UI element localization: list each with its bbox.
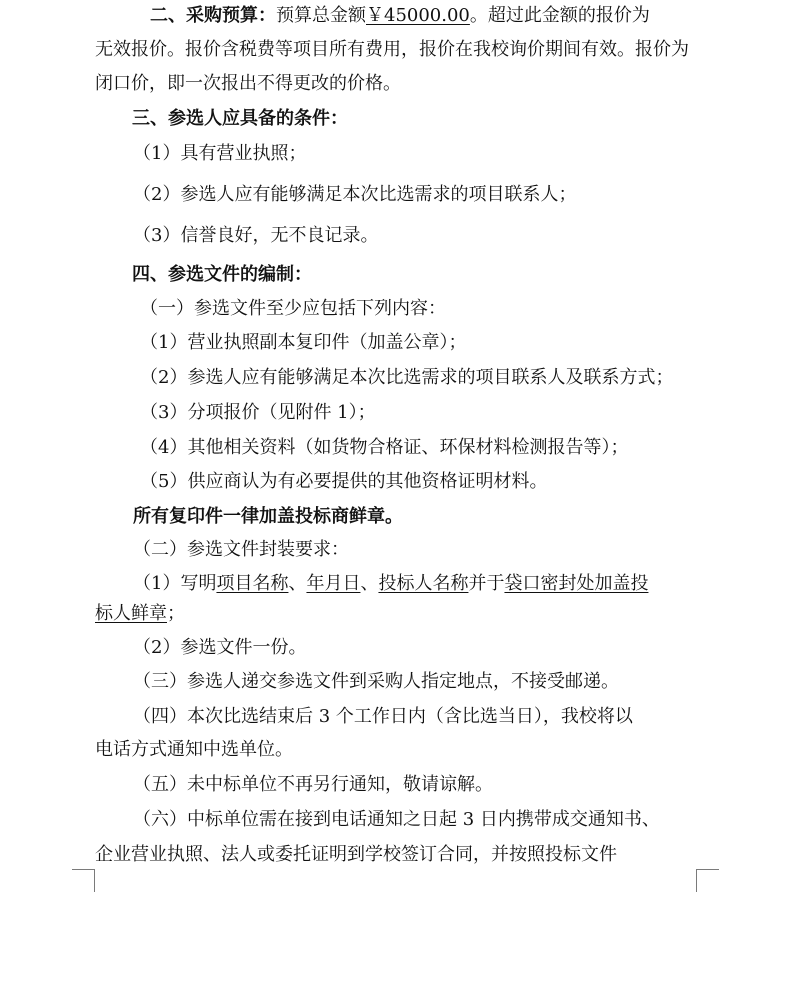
budget-tail: 。超过此金额的报价为 [469, 5, 650, 26]
section-2-heading: 二、采购预算： [150, 5, 276, 26]
section-3-heading: 三、参选人应具备的条件： [132, 108, 348, 129]
underlined-project-name: 项目名称 [216, 573, 289, 594]
list-item: （二）参选文件封装要求： [133, 539, 349, 560]
list-item: （三）参选人递交参选文件到采购人指定地点，不接受邮递。 [133, 671, 619, 692]
list-item: （六）中标单位需在接到电话通知之日起 3 日内携带成交通知书、 [133, 809, 660, 830]
stamp-notice: 所有复印件一律加盖投标商鲜章。 [133, 506, 403, 527]
text-span: 并于 [468, 573, 505, 594]
list-item: （3）信誉良好，无不良记录。 [133, 225, 379, 246]
text-span: ； [167, 603, 185, 624]
list-item: （5）供应商认为有必要提供的其他资格证明材料。 [140, 471, 548, 492]
section-2-line [150, 4, 650, 28]
section-4-heading: 四、参选文件的编制： [132, 264, 312, 285]
text-span: 、 [360, 573, 379, 594]
packing-line [133, 572, 648, 596]
list-item: （五）未中标单位不再另行通知，敬请谅解。 [133, 774, 493, 795]
packing-line-cont [95, 602, 185, 626]
list-item: （4）其他相关资料（如货物合格证、环保材料检测报告等）； [140, 437, 629, 458]
budget-amount: ￥45000.00 [366, 5, 470, 26]
paragraph-line: 企业营业执照、法人或委托证明到学校签订合同，并按照投标文件 [95, 844, 617, 865]
list-item: （一）参选文件至少应包括下列内容： [140, 298, 446, 319]
list-item: （1）营业执照副本复印件（加盖公章）； [140, 332, 467, 353]
paragraph-line: 无效报价。报价含税费等项目所有费用，报价在我校询价期间有效。报价为 [95, 39, 689, 60]
text-span: 、 [288, 573, 307, 594]
paragraph-line: 闭口价，即一次报出不得更改的价格。 [95, 73, 401, 94]
page-margin-corner-right [696, 869, 719, 892]
list-item: （3）分项报价（见附件 1）； [140, 402, 376, 423]
underlined-bidder-name: 投标人名称 [378, 573, 469, 594]
list-item: （2）参选人应有能够满足本次比选需求的项目联系人及联系方式； [140, 367, 674, 388]
underlined-bidder-seal: 标人鲜章 [95, 603, 167, 624]
page-margin-corner-left [72, 869, 95, 892]
list-item: （2）参选文件一份。 [133, 637, 307, 658]
list-item: （四）本次比选结束后 3 个工作日内（含比选当日），我校将以 [133, 706, 633, 727]
budget-text: 预算总金额 [276, 5, 366, 26]
paragraph-line: 电话方式通知中选单位。 [95, 739, 293, 760]
list-item: （1）具有营业执照； [133, 143, 307, 164]
underlined-date: 年月日 [306, 573, 361, 594]
list-item: （2）参选人应有能够满足本次比选需求的项目联系人； [133, 184, 577, 205]
text-span: （1）写明 [133, 573, 217, 594]
underlined-seal-location: 袋口密封处加盖投 [504, 573, 649, 594]
